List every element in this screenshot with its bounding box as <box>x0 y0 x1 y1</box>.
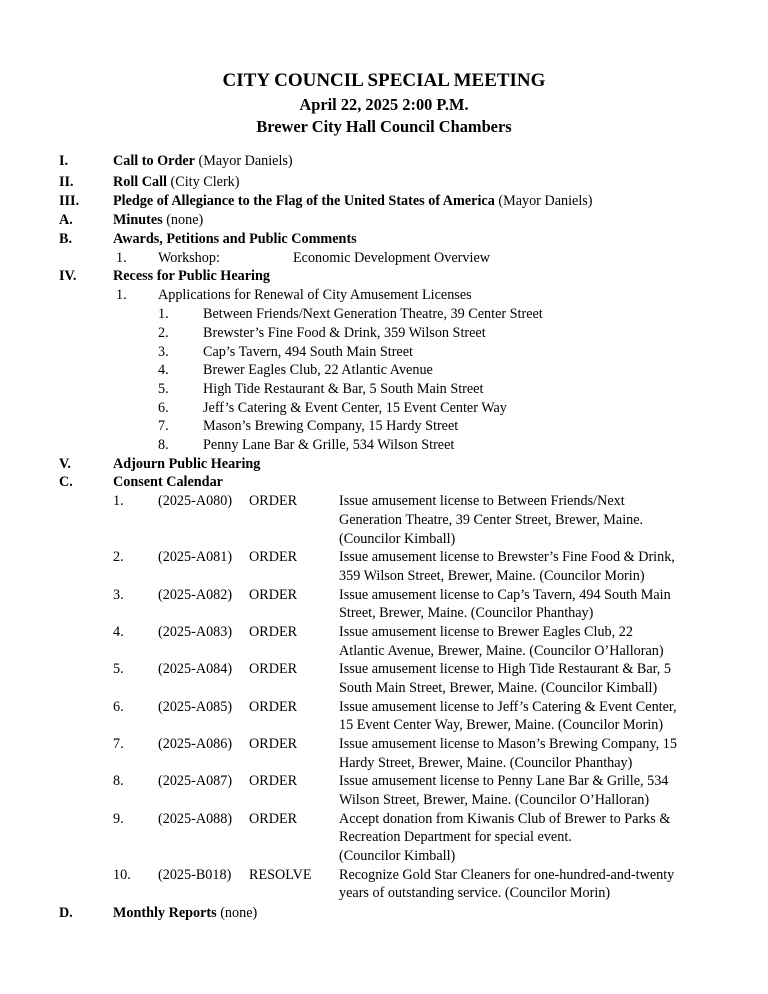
agenda-item-label: Adjourn Public Hearing <box>113 456 261 472</box>
agenda-item-number: IV. <box>59 268 77 284</box>
consent-desc-line: (Councilor Kimball) <box>339 531 456 547</box>
consent-desc-line: Issue amusement license to Mason’s Brewing Company, 15 <box>339 736 677 752</box>
license-text: Mason’s Brewing Company, 15 Hardy Street <box>203 418 459 434</box>
consent-type: RESOLVE <box>249 867 312 883</box>
consent-desc-line: Accept donation from Kiwanis Club of Brewer to Parks & <box>339 811 671 827</box>
consent-desc-line: Issue amusement license to Between Friends/Next <box>339 493 625 509</box>
consent-desc-line: South Main Street, Brewer, Maine. (Councilor Kimball) <box>339 680 658 696</box>
subitem-number: 1. <box>116 250 127 266</box>
agenda-item-number: A. <box>59 212 73 228</box>
meeting-title: CITY COUNCIL SPECIAL MEETING <box>222 70 546 91</box>
agenda-item-label: Call to Order <box>113 153 195 169</box>
license-number: 7. <box>158 418 169 434</box>
consent-code: (2025-B018) <box>158 867 232 883</box>
consent-type: ORDER <box>249 773 298 789</box>
consent-desc-line: Recognize Gold Star Cleaners for one-hundred-and-twenty <box>339 867 675 883</box>
consent-type: ORDER <box>249 699 298 715</box>
consent-number: 3. <box>113 587 124 603</box>
consent-type: ORDER <box>249 624 298 640</box>
consent-desc-line: Hardy Street, Brewer, Maine. (Councilor Phanthay) <box>339 755 633 771</box>
consent-desc-line: Issue amusement license to Cap’s Tavern, 494 South Main <box>339 587 671 603</box>
subitem-detail: Economic Development Overview <box>293 250 490 266</box>
license-text: Cap’s Tavern, 494 South Main Street <box>203 344 413 360</box>
agenda-item-label: Pledge of Allegiance to the Flag of the United States of America <box>113 193 495 209</box>
agenda-item-note: (Mayor Daniels) <box>194 153 293 169</box>
consent-number: 2. <box>113 549 124 565</box>
agenda-item-label: Consent Calendar <box>113 474 223 490</box>
consent-desc-line: 15 Event Center Way, Brewer, Maine. (Councilor Morin) <box>339 717 664 733</box>
consent-desc-line: Wilson Street, Brewer, Maine. (Councilor O’Halloran) <box>339 792 650 808</box>
consent-type: ORDER <box>249 736 298 752</box>
consent-desc-line: Recreation Department for special event. <box>339 829 572 845</box>
consent-number: 6. <box>113 699 124 715</box>
consent-number: 7. <box>113 736 124 752</box>
license-text: Brewer Eagles Club, 22 Atlantic Avenue <box>203 362 433 378</box>
consent-type: ORDER <box>249 587 298 603</box>
agenda-item-label: Awards, Petitions and Public Comments <box>113 231 357 247</box>
consent-number: 8. <box>113 773 124 789</box>
agenda-item-label: Monthly Reports <box>113 905 217 921</box>
consent-number: 9. <box>113 811 124 827</box>
consent-type: ORDER <box>249 811 298 827</box>
agenda-item-number: V. <box>59 456 71 472</box>
consent-desc-line: 359 Wilson Street, Brewer, Maine. (Councilor Morin) <box>339 568 645 584</box>
agenda-item-label: Recess for Public Hearing <box>113 268 270 284</box>
agenda-item-number: C. <box>59 474 73 490</box>
license-number: 1. <box>158 306 169 322</box>
consent-code: (2025-A080) <box>158 493 233 509</box>
license-text: Between Friends/Next Generation Theatre, 39 Center Street <box>203 306 543 322</box>
license-text: High Tide Restaurant & Bar, 5 South Main Street <box>203 381 484 397</box>
license-text: Jeff’s Catering & Event Center, 15 Event Center Way <box>203 400 507 416</box>
subitem-label: Workshop: <box>158 250 220 266</box>
agenda-item-label: Roll Call <box>113 174 167 190</box>
consent-number: 1. <box>113 493 124 509</box>
consent-code: (2025-A081) <box>158 549 233 565</box>
agenda-item-note: (City Clerk) <box>167 174 240 190</box>
subitem-label: Applications for Renewal of City Amusement Licenses <box>158 287 472 303</box>
consent-desc-line: Atlantic Avenue, Brewer, Maine. (Councilor O’Halloran) <box>339 643 664 659</box>
license-number: 3. <box>158 344 169 360</box>
consent-type: ORDER <box>249 493 298 509</box>
meeting-location: Brewer City Hall Council Chambers <box>256 117 512 136</box>
subitem-number: 1. <box>116 287 127 303</box>
license-number: 4. <box>158 362 169 378</box>
consent-desc-line: Issue amusement license to Brewer Eagles Club, 22 <box>339 624 633 640</box>
consent-desc-line: years of outstanding service. (Councilor Morin) <box>339 885 611 901</box>
meeting-date: April 22, 2025 2:00 P.M. <box>299 95 469 114</box>
consent-code: (2025-A088) <box>158 811 233 827</box>
license-number: 2. <box>158 325 169 341</box>
consent-desc-line: Issue amusement license to Penny Lane Bar & Grille, 534 <box>339 773 669 789</box>
agenda-item-number: II. <box>59 174 74 190</box>
agenda-item-note: (Mayor Daniels) <box>494 193 593 209</box>
agenda-item-number: B. <box>59 231 73 247</box>
consent-number: 10. <box>113 867 131 883</box>
agenda-item-number: I. <box>59 153 69 169</box>
consent-number: 4. <box>113 624 124 640</box>
license-number: 8. <box>158 437 169 453</box>
agenda-item-label: Minutes <box>113 212 163 228</box>
consent-type: ORDER <box>249 549 298 565</box>
license-text: Brewster’s Fine Food & Drink, 359 Wilson Street <box>203 325 486 341</box>
consent-desc-line: (Councilor Kimball) <box>339 848 456 864</box>
consent-desc-line: Generation Theatre, 39 Center Street, Brewer, Maine. <box>339 512 644 528</box>
license-number: 5. <box>158 381 169 397</box>
consent-desc-line: Street, Brewer, Maine. (Councilor Phanthay) <box>339 605 594 621</box>
consent-desc-line: Issue amusement license to Brewster’s Fine Food & Drink, <box>339 549 675 565</box>
agenda-item-number: III. <box>59 193 80 209</box>
license-text: Penny Lane Bar & Grille, 534 Wilson Street <box>203 437 455 453</box>
consent-code: (2025-A082) <box>158 587 233 603</box>
consent-code: (2025-A083) <box>158 624 233 640</box>
consent-code: (2025-A084) <box>158 661 233 677</box>
consent-code: (2025-A086) <box>158 736 233 752</box>
consent-code: (2025-A087) <box>158 773 233 789</box>
agenda-item-note: (none) <box>216 905 258 921</box>
consent-number: 5. <box>113 661 124 677</box>
agenda-item-number: D. <box>59 905 73 921</box>
consent-desc-line: Issue amusement license to Jeff’s Catering & Event Center, <box>339 699 677 715</box>
consent-code: (2025-A085) <box>158 699 233 715</box>
agenda-item-note: (none) <box>162 212 204 228</box>
consent-type: ORDER <box>249 661 298 677</box>
license-number: 6. <box>158 400 169 416</box>
consent-desc-line: Issue amusement license to High Tide Restaurant & Bar, 5 <box>339 661 671 677</box>
